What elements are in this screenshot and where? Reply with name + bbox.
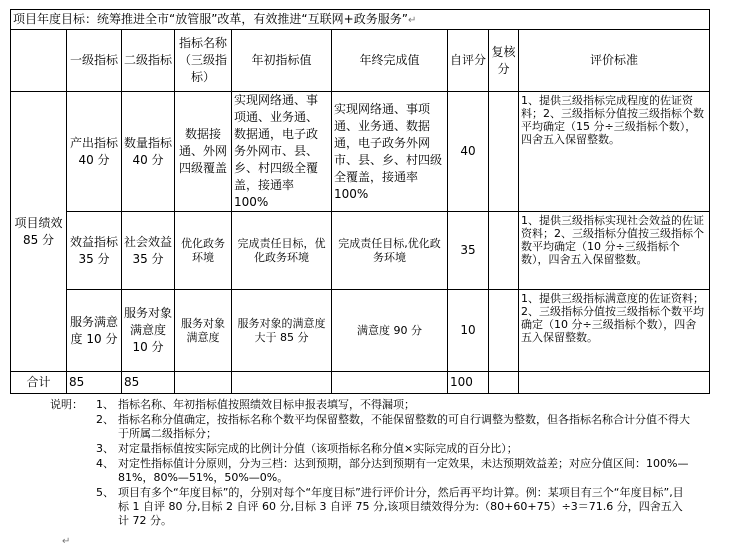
row1-level2: 数量指标 40 分	[122, 92, 175, 212]
row1-level1: 产出指标 40 分	[67, 92, 122, 212]
row1-self-score: 40	[448, 92, 489, 212]
row3-review-score	[489, 290, 519, 372]
row2-review-score	[489, 212, 519, 290]
header-corner	[11, 30, 67, 92]
note-text: 指标名称、年初指标值按照绩效目标申报表填写，不得漏项；	[118, 398, 415, 411]
header-level2: 二级指标	[122, 30, 175, 92]
row2-level3: 优化政务环境	[175, 212, 232, 290]
note-text: 对定性指标值计分原则，分为三档：达到预期，部分达到预期有一定效果，未达预期效益差；对应分值区间：100%—81%，80%—51%，50%—0%。	[118, 457, 689, 484]
note-item	[50, 442, 690, 456]
note-item	[50, 398, 690, 412]
row3-final: 满意度 90 分	[332, 290, 448, 372]
group-cell	[11, 92, 67, 372]
row3-level1: 服务满意度 10 分	[67, 290, 122, 372]
header-review-score: 复核分	[489, 30, 519, 92]
note-text: 项目有多个“年度目标”的，分别对每个“年度目标”进行评价计分，然后再平均计算。例：某项目有三个“年度目标”,目标 1 自评 80 分,目标 2 自评 60 分,目标 3 自评 75 分,该项目绩效得分为:（80+60+75）÷3＝71.6 分，四舍五入计 72 分。	[118, 486, 684, 527]
total-final	[332, 372, 448, 394]
note-number: 4、	[96, 457, 114, 470]
row2-level2: 社会效益 35 分	[122, 212, 175, 290]
note-item	[50, 486, 690, 528]
row1-review-score	[489, 92, 519, 212]
total-self-score: 100	[448, 372, 489, 394]
note-text: 对定量指标值按实际完成的比例计分值（该项指标名称分值×实际完成的百分比）；	[118, 442, 518, 455]
end-return-mark-icon: ↵	[62, 536, 71, 547]
row2-self-score: 35	[448, 212, 489, 290]
row2-criteria: 1、提供三级指标实现社会效益的佐证资料；2、三级指标分值按三级指标个数平均确定（10 分÷三级指标个数），四舍五入保留整数。	[519, 212, 710, 290]
note-number: 2、	[96, 413, 114, 426]
performance-table	[10, 9, 710, 394]
row1-initial: 实现网络通、事项通、业务通、数据通，电子政务外网市、县、乡、村四级全覆盖，接通率 100%	[232, 92, 332, 212]
total-label: 合计	[11, 372, 67, 394]
header-criteria: 评价标准	[519, 30, 710, 92]
header-level3: 指标名称（三级指标）	[175, 30, 232, 92]
group-label: 项目绩效	[14, 215, 63, 230]
total-level1: 85	[67, 372, 122, 394]
return-mark-icon: ↵	[407, 14, 417, 26]
note-item	[50, 413, 690, 441]
row3-level2: 服务对象满意度 10 分	[122, 290, 175, 372]
row3-criteria: 1、提供三级指标满意度的佐证资料；2、三级指标分值按三级指标个数平均确定（10 分÷三级指标个数），四舍五入保留整数。	[519, 290, 710, 372]
row3-initial: 服务对象的满意度大于 85 分	[232, 290, 332, 372]
table-title	[11, 10, 710, 30]
note-number: 5、	[96, 486, 114, 499]
row2-final: 完成责任目标,优化政务环境	[332, 212, 448, 290]
total-review-score	[489, 372, 519, 394]
note-number: 1、	[96, 398, 114, 411]
row1-criteria: 1、提供三级指标完成程度的佐证资料；2、三级指标分值按三级指标个数平均确定（15 分÷三级指标个数），四舍五入保留整数。	[519, 92, 710, 212]
table-title-text: 项目年度目标：统筹推进全市“放管服”改革，有效推进“互联网+政务服务”	[13, 11, 408, 26]
total-initial	[232, 372, 332, 394]
notes-section	[50, 398, 690, 529]
note-number: 3、	[96, 442, 114, 455]
total-level2: 85	[122, 372, 175, 394]
note-text: 指标名称分值确定，按指标名称个数平均保留整数，不能保留整数的可自行调整为整数，但各指标名称合计分值不得大于所属二级指标分；	[118, 413, 690, 440]
total-criteria	[519, 372, 710, 394]
header-initial: 年初指标值	[232, 30, 332, 92]
row3-level3: 服务对象满意度	[175, 290, 232, 372]
header-self-score: 自评分	[448, 30, 489, 92]
row1-final: 实现网络通、事项通、业务通、数据通，电子政务外网市、县、乡、村四级全覆盖，接通率 100%	[332, 92, 448, 212]
total-level3	[175, 372, 232, 394]
header-final: 年终完成值	[332, 30, 448, 92]
note-item	[50, 457, 690, 485]
row1-level3: 数据接通、外网四级覆盖	[175, 92, 232, 212]
group-score: 85 分	[22, 232, 55, 247]
row3-self-score: 10	[448, 290, 489, 372]
header-level1: 一级指标	[67, 30, 122, 92]
row2-initial: 完成责任目标，优化政务环境	[232, 212, 332, 290]
notes-label: 说明：	[50, 398, 83, 411]
row2-level1: 效益指标 35 分	[67, 212, 122, 290]
